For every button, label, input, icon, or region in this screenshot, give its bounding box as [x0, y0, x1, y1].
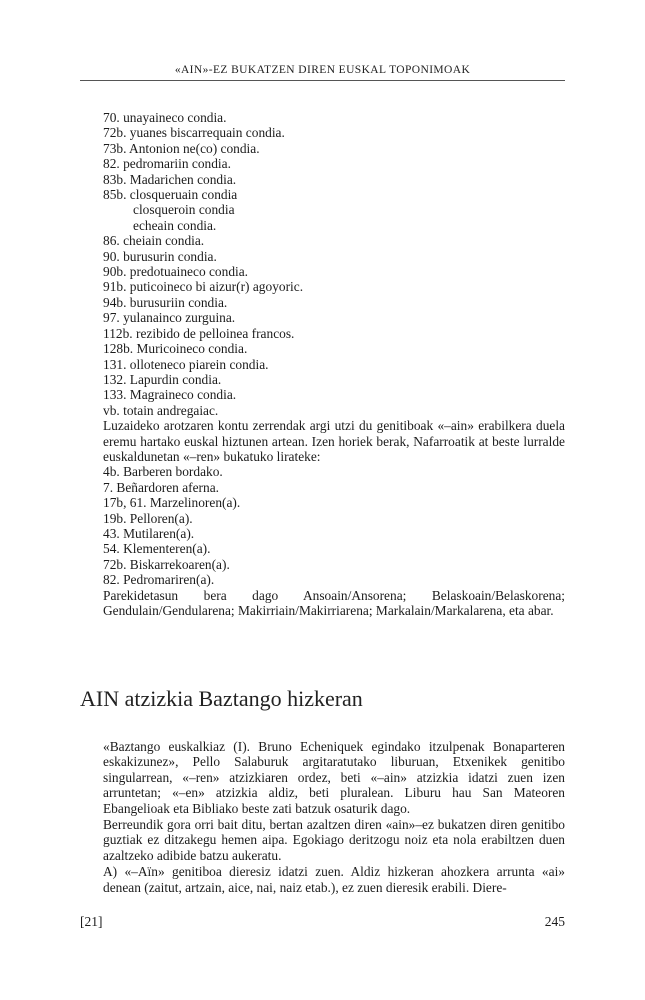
list-item-number: 72b.: [103, 125, 127, 141]
list-item-number: 91b.: [103, 279, 127, 295]
source-list-1: [103, 110, 565, 418]
list-item-text: yuanes biscarrequain condia.: [129, 125, 285, 141]
list-item-number: 131.: [103, 356, 127, 372]
list-item: [103, 557, 565, 572]
list-item: [103, 187, 565, 202]
list-item-text: olloteneco piarein condia.: [129, 356, 269, 372]
list-item: [103, 264, 565, 279]
page-number: 245: [544, 914, 565, 929]
list-item: [103, 341, 565, 356]
list-item: [103, 295, 565, 310]
list-item-number: 17b, 61.: [103, 495, 147, 511]
list-item: [103, 249, 565, 264]
list-item: [103, 279, 565, 294]
body-paragraph: Luzaideko arotzaren kontu zerrendak argi utzi du genitiboak «–ain» erabilkera duela eremu hartako euskal hiztunen artean. Izen horiek berak, Nafarroatik at beste lurralde euskaldunetan «–ren» bukatuko lirateke:: [103, 418, 565, 464]
list-item: [103, 310, 565, 325]
list-item-text: Magraineco condia.: [129, 387, 237, 403]
list-item: [103, 233, 565, 248]
section-heading: AIN atzizkia Baztango hizkeran: [80, 686, 363, 711]
list-item: [103, 326, 565, 341]
list-item-text: Beñardoren aferna.: [116, 479, 220, 495]
section-paragraph: «Baztango euskalkiaz (I). Bruno Echeniquek egindako itzulpenak Bonaparteren eskakizunez», Pello Salaburuk argitaratutako liburuan, Etxenikek genitibo singularrean, «–ren» atzizkiaren ordez, beti «–ain» atzizkia idatzi zuen izen arruntetan; «–en» atzizkia aldiz, beti pluralean. Liburu hau San Mateoren Ebangelioak eta Bibliako beste zati batzuk osaturik dago.: [103, 739, 565, 816]
list-item-number: 82.: [103, 156, 120, 172]
list-item-number: 4b.: [103, 464, 120, 480]
list-item-text: Muricoineco condia.: [136, 341, 248, 357]
list-item-number: 90b.: [103, 264, 127, 280]
list-item-number: 43.: [103, 525, 120, 541]
list-item: [103, 156, 565, 171]
list-item-text: Pedromariren(a).: [123, 572, 215, 588]
list-item-text: Lapurdin condia.: [129, 371, 222, 387]
running-head: «AIN»-EZ BUKATZEN DIREN EUSKAL TOPONIMOAK: [174, 64, 471, 76]
list-item-text: pedromariin condia.: [123, 156, 231, 172]
list-item: [103, 218, 565, 233]
section-paragraph: Berreundik gora orri bait ditu, bertan azaltzen diren «ain»–ez bukatzen diren genitibo guztiak ez ditzakegu hemen aipa. Egokiago deritzogu noiz eta nola erabiltzen duen azaltzeko adibide batzu aukeratu.: [103, 817, 565, 863]
list-item-number: 90.: [103, 248, 120, 264]
list-item-text: Madarichen condia.: [129, 171, 237, 187]
list-item-text: cheiain condia.: [123, 233, 205, 249]
list-item-text: totain andregaiac.: [123, 402, 219, 418]
list-item-text: Klementeren(a).: [123, 541, 211, 557]
list-item-text: yulanainco zurguina.: [123, 310, 236, 326]
list-item: [103, 464, 565, 479]
list-item-number: 7.: [103, 479, 114, 495]
header-rule: [80, 80, 565, 81]
list-item-number: 73b.: [103, 140, 127, 156]
list-item: [103, 202, 565, 217]
list-item: [103, 526, 565, 541]
list-item-text: Mutilaren(a).: [123, 525, 195, 541]
list-item-text: closqueruain condia: [129, 187, 238, 203]
list-item-number: 19b.: [103, 510, 127, 526]
list-item-text: Antonion ne(co) condia.: [129, 140, 260, 156]
list-item-text: closqueroin condia: [133, 202, 235, 218]
list-item-number: 112b.: [103, 325, 133, 341]
list-item-text: Biskarrekoaren(a).: [129, 556, 230, 572]
footer-reference: [21]: [80, 914, 103, 929]
list-item: [103, 172, 565, 187]
list-item-text: burusurin condia.: [123, 248, 217, 264]
body-paragraph: Parekidetasun bera dago Ansoain/Ansorena; Belaskoain/Belaskorena; Gendulain/Gendularena; Makirriain/Makirriarena; Markalain/Markalarena, eta abar.: [103, 587, 565, 618]
section-paragraph: A) «–Aïn» genitiboa dieresiz idatzi zuen. Aldiz hizkeran ahozkera arrunta «ai» denean (zaitut, artzain, aice, nai, naiz etab.), ez zuen dieresik erabili. Diere-: [103, 864, 565, 895]
list-item-number: 54.: [103, 541, 120, 557]
list-item-number: vb.: [103, 402, 120, 418]
list-item: [103, 372, 565, 387]
list-item-text: Barberen bordako.: [123, 464, 223, 480]
list-item-number: 94b.: [103, 294, 127, 310]
list-item: [103, 141, 565, 156]
list-item: [103, 387, 565, 402]
list-item-number: 70.: [103, 110, 120, 125]
list-item-number: 85b.: [103, 187, 127, 203]
list-item: [103, 110, 565, 125]
list-item: [103, 480, 565, 495]
list-item: [103, 511, 565, 526]
list-item: [103, 541, 565, 556]
list-item-text: Marzelinoren(a).: [149, 495, 241, 511]
list-item: [103, 125, 565, 140]
list-item-text: predotuaineco condia.: [129, 264, 249, 280]
list-item: [103, 495, 565, 510]
list-item-number: 132.: [103, 371, 127, 387]
list-item-text: puticoineco bi aizur(r) agoyoric.: [129, 279, 304, 295]
source-list-2: [103, 464, 565, 587]
list-item-number: 82.: [103, 572, 120, 588]
list-item: [103, 403, 565, 418]
list-item-text: unayaineco condia.: [123, 110, 227, 125]
list-item: [103, 357, 565, 372]
list-item-text: echeain condia.: [133, 217, 217, 233]
list-item-text: burusuriin condia.: [129, 294, 228, 310]
list-item: [103, 572, 565, 587]
section-body: [103, 739, 565, 895]
list-item-text: rezibido de pelloinea francos.: [136, 325, 295, 341]
list-item-number: 86.: [103, 233, 120, 249]
list-item-number: 83b.: [103, 171, 127, 187]
list-item-text: Pelloren(a).: [129, 510, 193, 526]
list-item-number: 72b.: [103, 556, 127, 572]
list-item-number: 97.: [103, 310, 120, 326]
list-item-number: 133.: [103, 387, 127, 403]
list-item-number: 128b.: [103, 341, 134, 357]
page-body: [103, 110, 565, 618]
